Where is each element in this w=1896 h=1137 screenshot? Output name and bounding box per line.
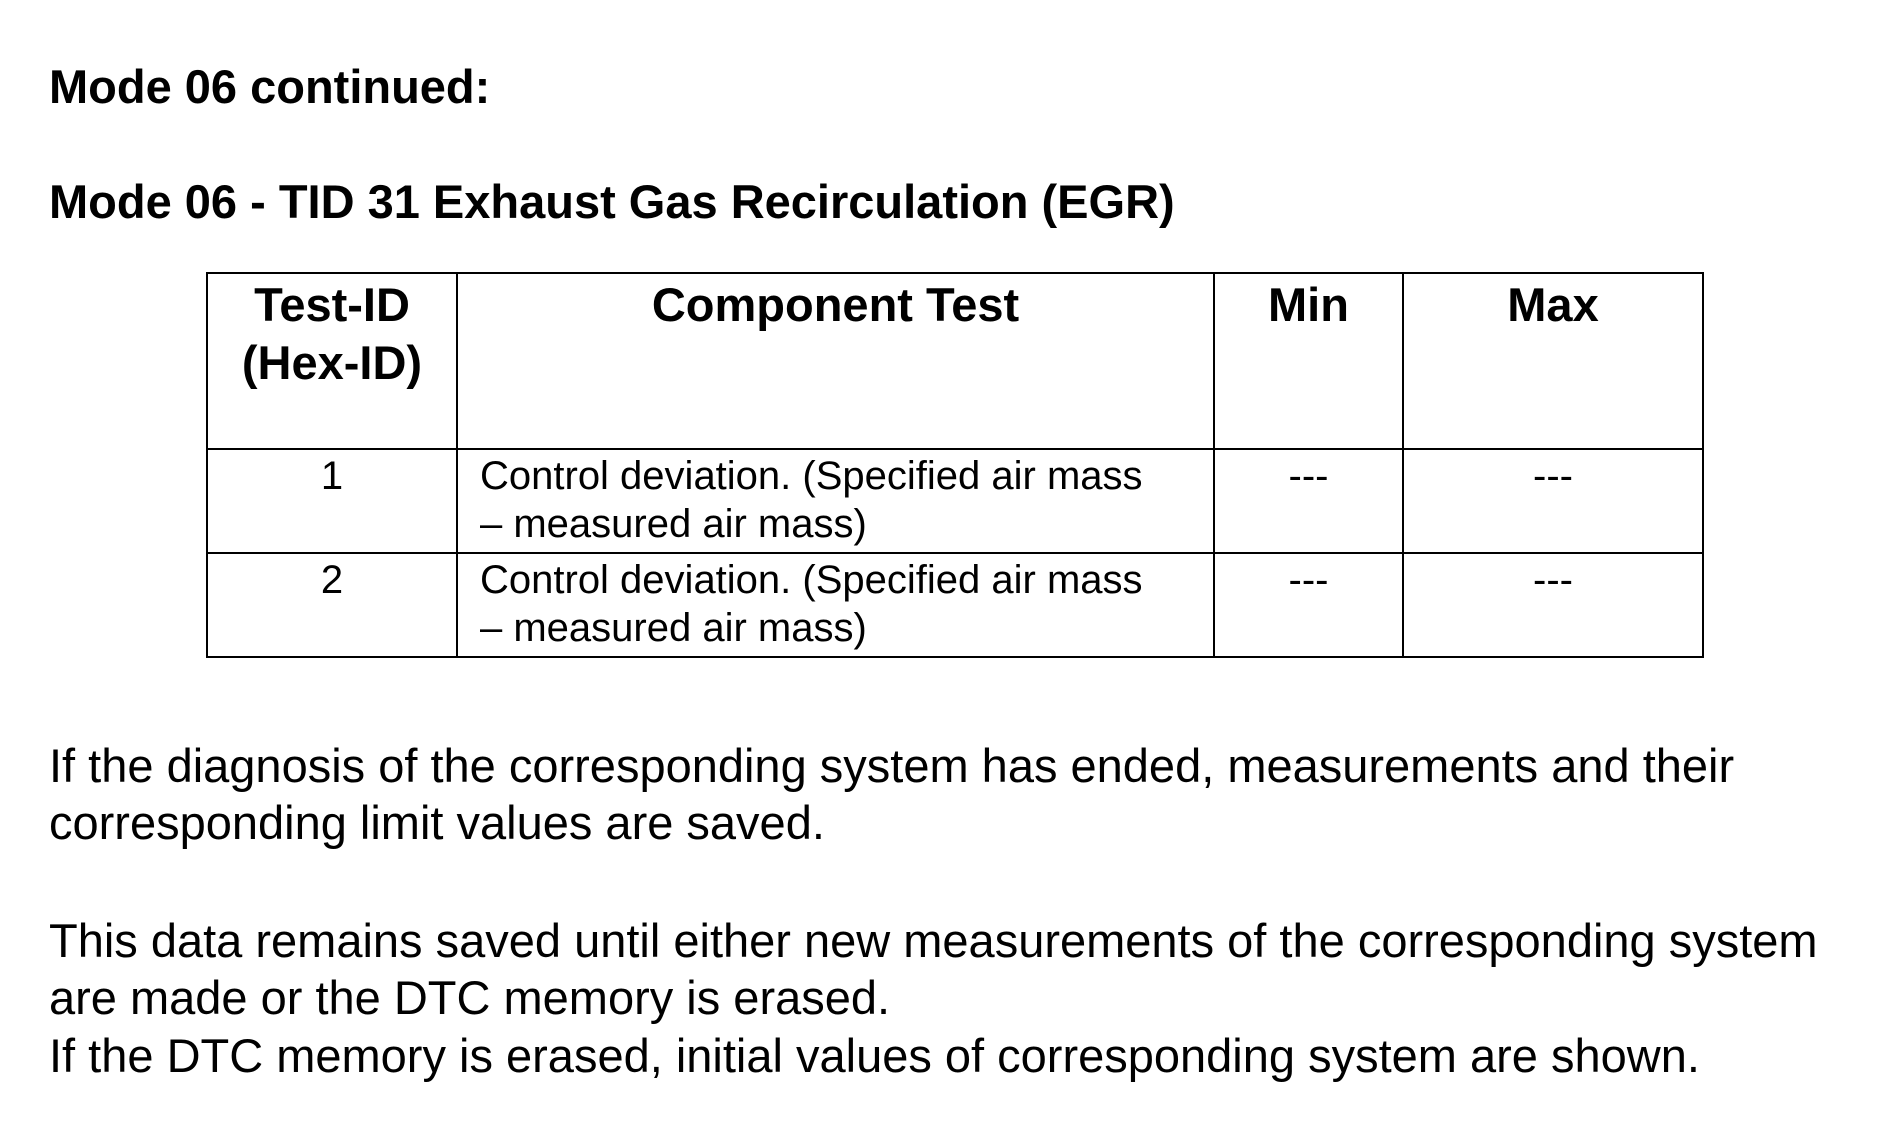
max-cell: --- (1403, 553, 1703, 657)
component-test-line2: – measured air mass) (480, 606, 867, 650)
component-test-line1: Control deviation. (Specified air mass (480, 558, 1143, 602)
component-test-line1: Control deviation. (Specified air mass (480, 454, 1143, 498)
test-id-cell: 2 (207, 553, 457, 657)
column-header-test-id (207, 273, 457, 449)
paragraph-data-remains: This data remains saved until either new measurements of the corresponding system are made or the DTC memory is erased. (49, 914, 1818, 1024)
test-id-header-line1: Test-ID (254, 278, 410, 331)
component-test-line2: – measured air mass) (480, 502, 867, 546)
paragraph-diagnosis-saved: If the diagnosis of the corresponding system has ended, measurements and their corresponding limit values are saved. (49, 739, 1735, 849)
table-row (207, 449, 1703, 553)
column-header-min: Min (1214, 273, 1403, 449)
paragraph-dtc-erased: If the DTC memory is erased, initial values of corresponding system are shown. (49, 1029, 1700, 1082)
page-title: Mode 06 continued: (49, 60, 491, 113)
min-cell: --- (1214, 449, 1403, 553)
test-id-header-line2: (Hex-ID) (241, 336, 423, 389)
table-row (207, 553, 1703, 657)
table-header-row (207, 273, 1703, 449)
column-header-max: Max (1403, 273, 1703, 449)
max-cell: --- (1403, 449, 1703, 553)
min-cell: --- (1214, 553, 1403, 657)
component-test-cell (457, 553, 1214, 657)
section-title: Mode 06 - TID 31 Exhaust Gas Recirculation (EGR) (49, 175, 1175, 228)
column-header-component-test: Component Test (457, 273, 1214, 449)
component-test-cell (457, 449, 1214, 553)
egr-test-table (206, 272, 1704, 658)
test-id-cell: 1 (207, 449, 457, 553)
